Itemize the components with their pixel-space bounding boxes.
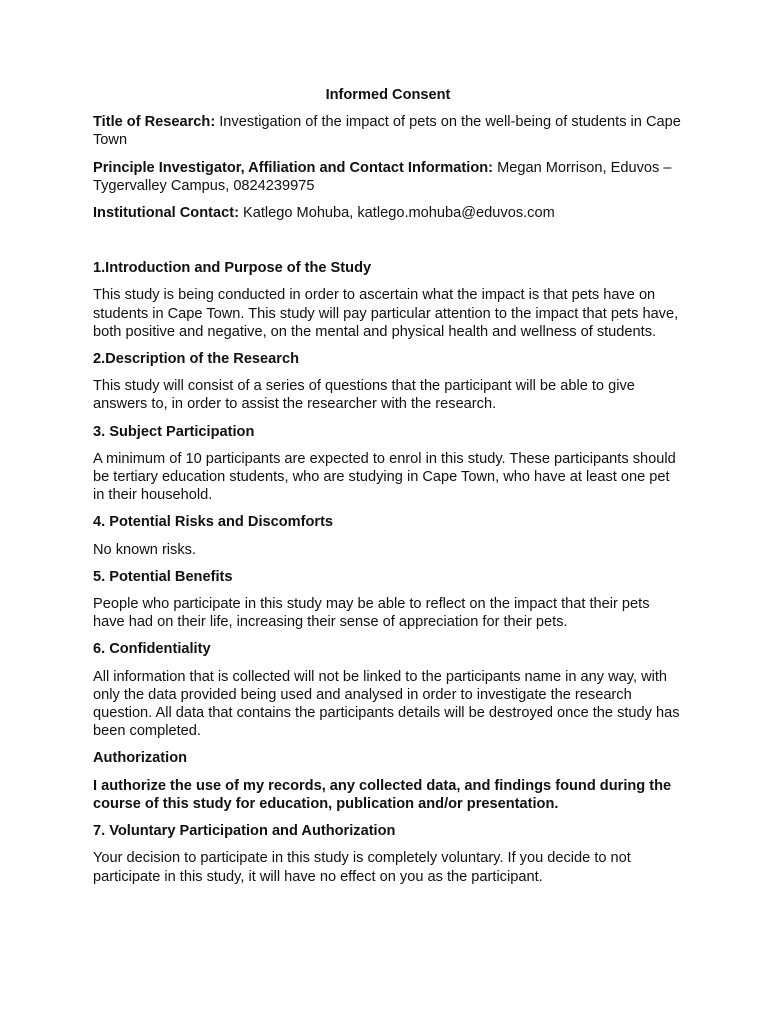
- intro-heading: 1.Introduction and Purpose of the Study: [93, 260, 372, 277]
- risks-body: No known risks.: [93, 541, 196, 558]
- confidentiality-heading: 6. Confidentiality: [93, 641, 211, 658]
- risks-heading: 4. Potential Risks and Discomforts: [93, 514, 334, 531]
- confidentiality-body: All information that is collected will not be linked to the participants name in any way, with only the data provided being used and analysed in order to investigate the research question. All data that contains the participants details will be destroyed once the study has been completed.: [93, 668, 680, 740]
- voluntary-heading: 7. Voluntary Participation and Authorization: [93, 823, 396, 840]
- participation-heading: 3. Subject Participation: [93, 423, 255, 440]
- voluntary-body: Your decision to participate in this study is completely voluntary. If you decide to not participate in this study, it will have no effect on you as the participant.: [93, 850, 631, 885]
- section-spacer: [93, 231, 683, 259]
- benefits-body: People who participate in this study may be able to reflect on the impact that their pets have had on their life, increasing their sense of appreciation for their pets.: [93, 596, 650, 631]
- authorization-body: I authorize the use of my records, any collected data, and findings found during the course of this study for education, publication and/or presentation.: [93, 777, 672, 812]
- benefits-heading: 5. Potential Benefits: [93, 568, 233, 585]
- description-heading: 2.Description of the Research: [93, 351, 299, 368]
- institutional-contact-value: Katlego Mohuba, katlego.mohuba@eduvos.com: [238, 205, 555, 222]
- institutional-contact-paragraph: [93, 204, 683, 222]
- investigator-label: Principle Investigator, Affiliation and Contact Information:: [93, 159, 494, 176]
- research-title-value: Investigation of the impact of pets on the well-being of students in Cape Town: [93, 114, 681, 149]
- description-body: This study will consist of a series of questions that the participant will be able to give answers to, in order to assist the researcher with the research.: [93, 378, 635, 413]
- participation-body: A minimum of 10 participants are expected to enrol in this study. These participants should be tertiary education students, who are studying in Cape Town, who have at least one pet in their household.: [93, 450, 676, 504]
- research-title-label: Title of Research:: [93, 114, 216, 131]
- investigator-value: Megan Morrison, Eduvos – Tygervalley Campus, 0824239975: [93, 159, 672, 194]
- document-title: Informed Consent: [325, 87, 451, 103]
- investigator-paragraph: [93, 159, 683, 195]
- research-title-paragraph: [93, 113, 683, 149]
- institutional-contact-label: Institutional Contact:: [93, 205, 239, 222]
- intro-body: This study is being conducted in order to ascertain what the impact is that pets have on students in Cape Town. This study will pay particular attention to the impact that pets have, both positive and negative, on the mental and physical health and wellness of students.: [93, 287, 679, 340]
- document-page: [93, 86, 683, 895]
- authorization-heading: Authorization: [93, 750, 188, 767]
